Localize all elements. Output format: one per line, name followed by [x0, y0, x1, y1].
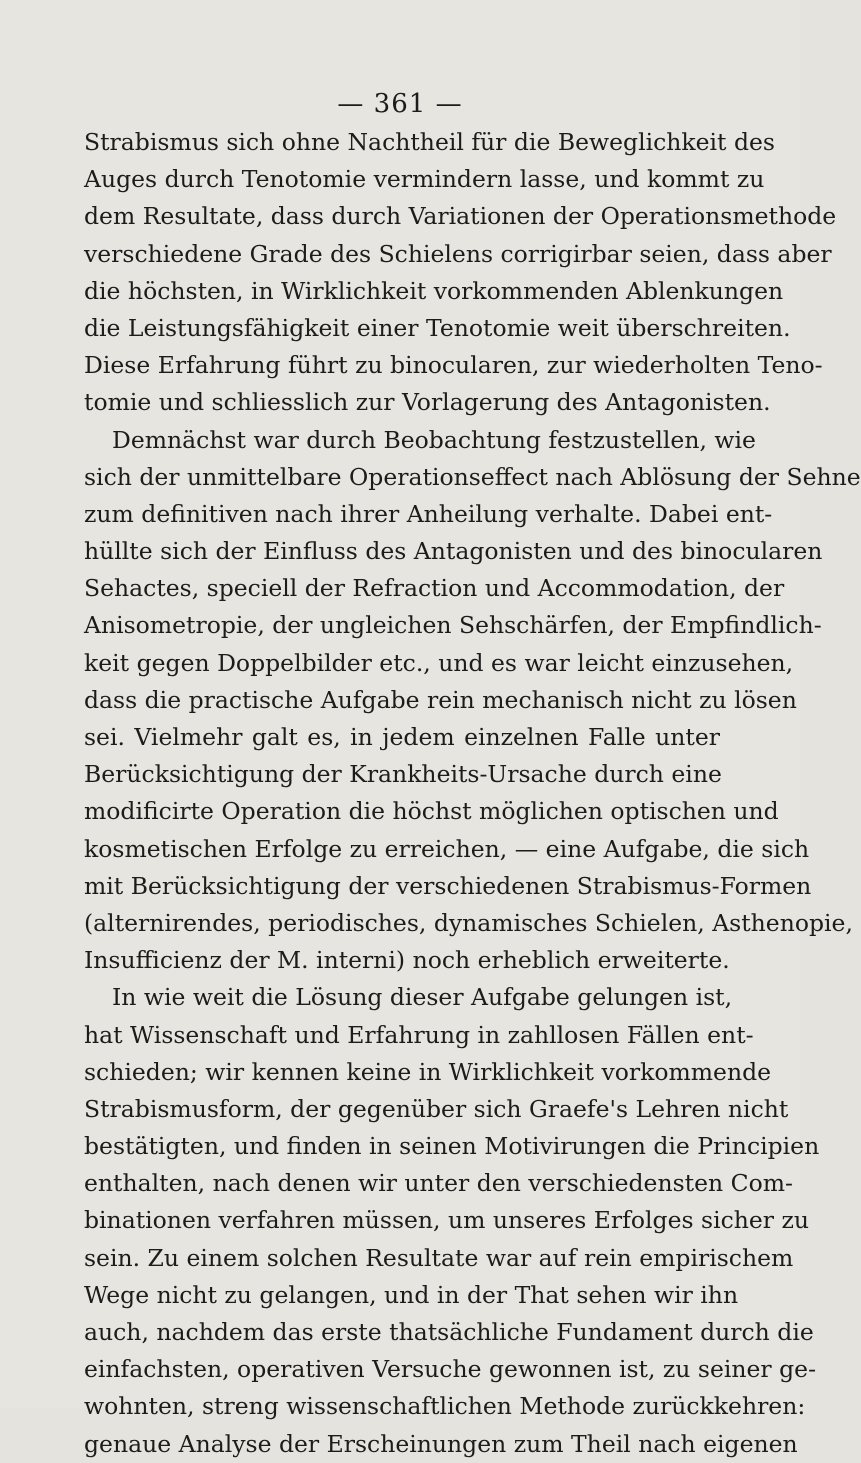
text-line: Strabismusform, der gegenüber sich Graefe's Lehren nicht	[84, 1094, 789, 1123]
text-line: die Leistungsfähigkeit einer Tenotomie weit überschreiten.	[84, 313, 791, 342]
text-line: enthalten, nach denen wir unter den verschiedensten Com-	[84, 1169, 793, 1198]
text-line: Auges durch Tenotomie vermindern lasse, und kommt zu	[84, 165, 765, 194]
text-line: Insufficienz der M. interni) noch erheblich erweiterte.	[84, 946, 730, 975]
paragraph	[84, 979, 820, 1462]
text-line: die höchsten, in Wirklichkeit vorkommenden Ablenkungen	[84, 276, 784, 305]
text-line: bestätigten, und finden in seinen Motivirungen die Principien	[84, 1132, 820, 1161]
paragraph	[84, 124, 837, 422]
text-line: Anisometropie, der ungleichen Sehschärfen, der Empfindlich-	[84, 611, 822, 640]
text-line: wohnten, streng wissenschaftlichen Methode zurückkehren:	[84, 1392, 806, 1421]
text-line: Wege nicht zu gelangen, und in der That sehen wir ihn	[84, 1280, 739, 1309]
page-number: — 361 —	[337, 89, 463, 119]
text-line: keit gegen Doppelbilder etc., und es war leicht einzusehen,	[84, 648, 794, 677]
text-line: sich der unmittelbare Operationseffect nach Ablösung der Sehne	[84, 462, 861, 491]
text-line: schieden; wir kennen keine in Wirklichkeit vorkommende	[84, 1057, 772, 1086]
text-line: sei. Vielmehr galt es, in jedem einzelnen Falle unter	[84, 723, 720, 751]
text-line: sein. Zu einem solchen Resultate war auf rein empirischem	[84, 1243, 794, 1272]
text-line: genaue Analyse der Erscheinungen zum Theil nach eigenen	[84, 1429, 798, 1458]
text-line: tomie und schliesslich zur Vorlagerung des Antagonisten.	[84, 388, 771, 417]
text-line: Strabismus sich ohne Nachtheil für die Beweglichkeit des	[84, 128, 775, 156]
text-line: auch, nachdem das erste thatsächliche Fundament durch die	[84, 1318, 814, 1346]
text-line: Berücksichtigung der Krankheits-Ursache durch eine	[84, 760, 722, 789]
text-line: dass die practische Aufgabe rein mechanisch nicht zu lösen	[84, 685, 797, 714]
text-line: dem Resultate, dass durch Variationen der Operationsmethode	[84, 202, 837, 231]
body-text	[84, 124, 861, 1463]
text-line: binationen verfahren müssen, um unseres Erfolges sicher zu	[84, 1206, 810, 1235]
text-line: hat Wissenschaft und Erfahrung in zahllosen Fällen ent-	[84, 1020, 754, 1049]
text-line: modificirte Operation die höchst möglichen optischen und	[84, 797, 779, 826]
text-line: einfachsten, operativen Versuche gewonnen ist, zu seiner ge-	[84, 1355, 817, 1384]
text-line: Demnächst war durch Beobachtung festzustellen, wie	[112, 425, 756, 454]
text-line: (alternirendes, periodisches, dynamisches Schielen, Asthenopie,	[84, 908, 853, 937]
text-line: zum definitiven nach ihrer Anheilung verhalte. Dabei ent-	[84, 499, 773, 528]
text-line: In wie weit die Lösung dieser Aufgabe gelungen ist,	[112, 983, 733, 1012]
text-line: Sehactes, speciell der Refraction und Accommodation, der	[84, 574, 785, 603]
text-line: verschiedene Grade des Schielens corrigirbar seien, dass aber	[84, 239, 832, 268]
text-line: mit Berücksichtigung der verschiedenen Strabismus-Formen	[84, 871, 812, 900]
paragraph	[84, 422, 861, 980]
text-line: kosmetischen Erfolge zu erreichen, — eine Aufgabe, die sich	[84, 834, 810, 863]
text-line: Diese Erfahrung führt zu binocularen, zur wiederholten Teno-	[84, 351, 823, 380]
text-line: hüllte sich der Einfluss des Antagonisten und des binocularen	[84, 537, 823, 566]
